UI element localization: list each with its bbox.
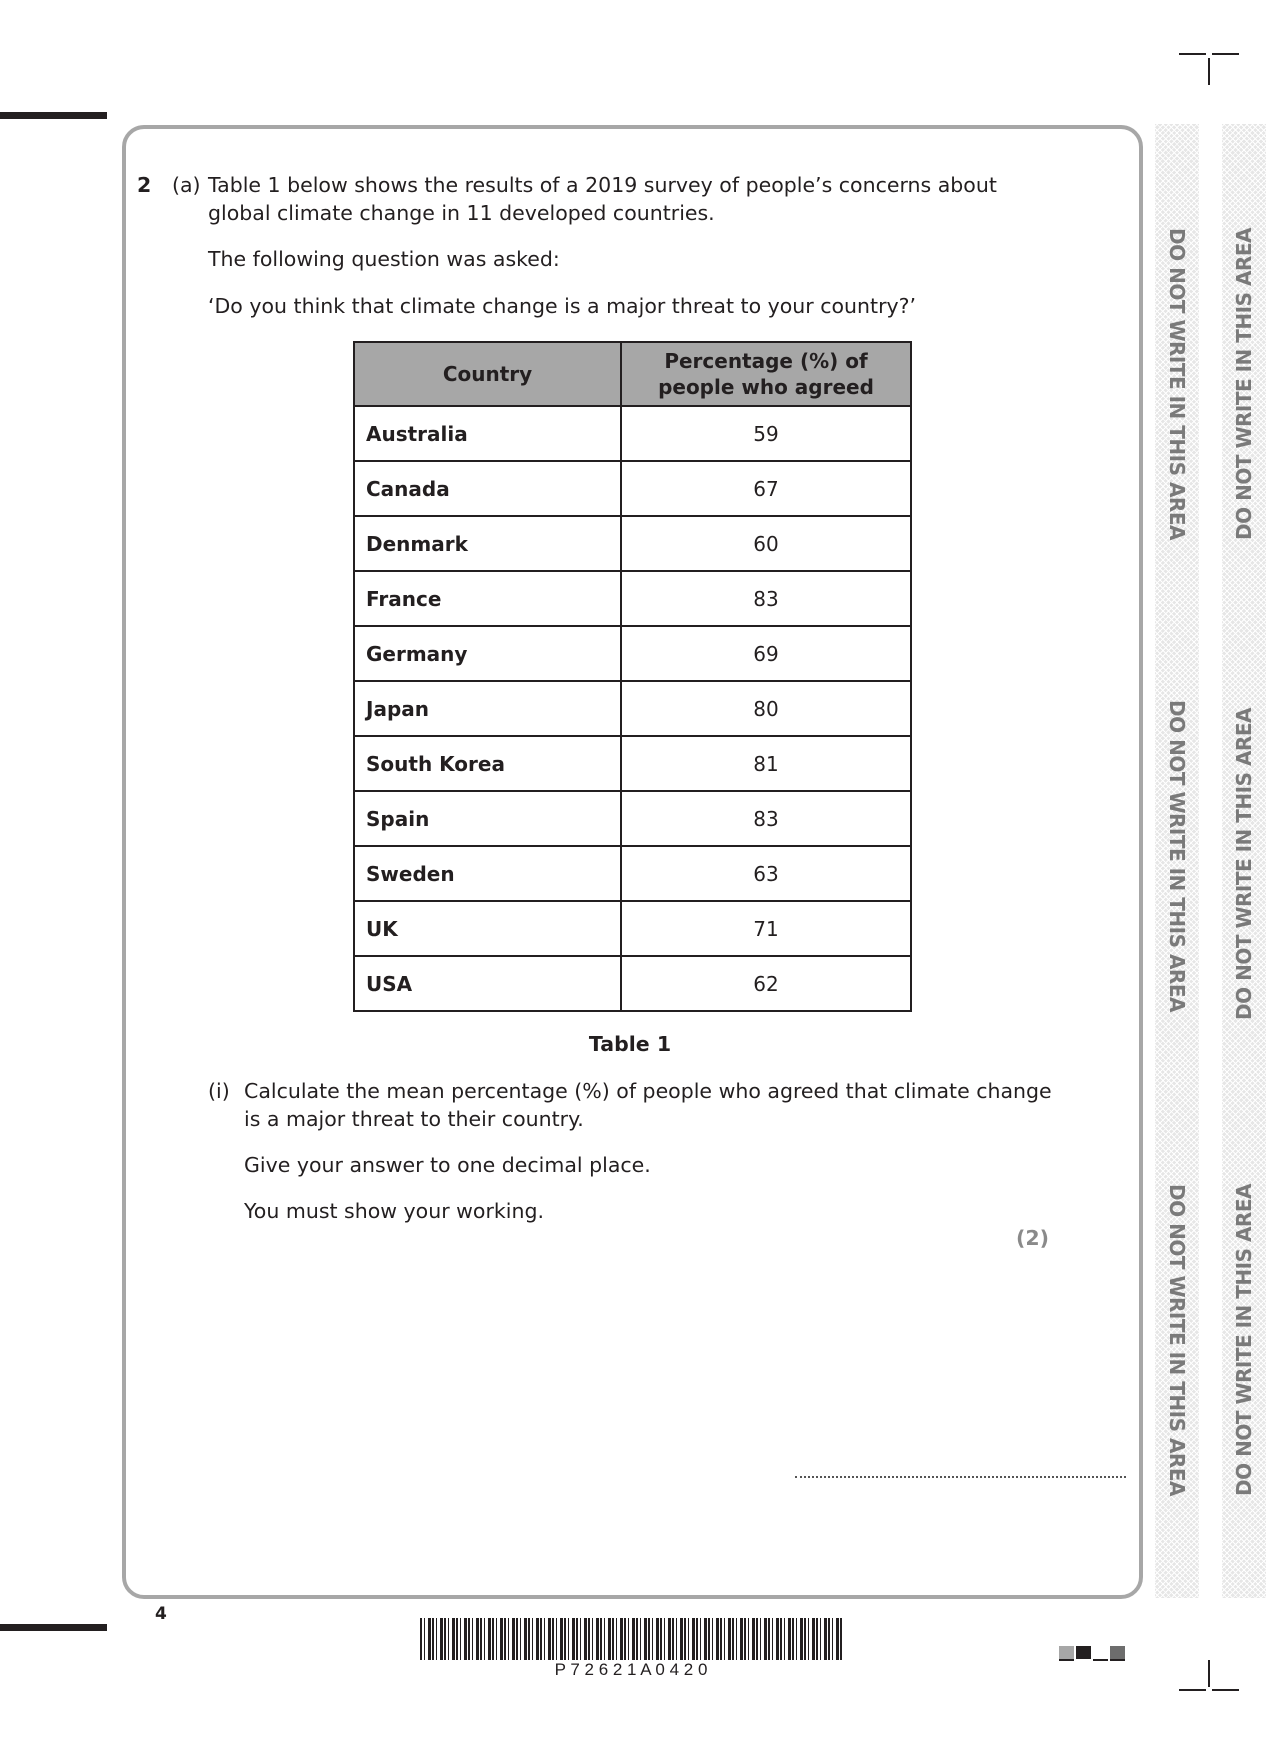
country-cell: Japan [354, 681, 621, 736]
table-row [354, 571, 911, 626]
table-row [354, 626, 911, 681]
registration-squares [1059, 1646, 1125, 1661]
crop-mark [1208, 1660, 1210, 1687]
table-row [354, 901, 911, 956]
intro-text: global climate change in 11 developed countries. [208, 201, 715, 225]
do-not-write-label: DO NOT WRITE IN THIS AREA [1165, 228, 1189, 540]
percentage-cell: 67 [621, 461, 911, 516]
percentage-cell: 59 [621, 406, 911, 461]
table-row [354, 461, 911, 516]
crop-mark [1179, 1689, 1206, 1691]
country-cell: Sweden [354, 846, 621, 901]
header-percentage [621, 342, 911, 406]
country-cell: Australia [354, 406, 621, 461]
country-cell: South Korea [354, 736, 621, 791]
do-not-write-label: DO NOT WRITE IN THIS AREA [1165, 1184, 1189, 1496]
country-cell: France [354, 571, 621, 626]
do-not-write-strip [1155, 124, 1199, 1598]
subquestion-text: Calculate the mean percentage (%) of people who agreed that climate change [244, 1079, 1052, 1103]
table-row [354, 681, 911, 736]
percentage-cell: 63 [621, 846, 911, 901]
table-row [354, 956, 911, 1011]
subquestion-label: (i) [208, 1079, 230, 1103]
square [1076, 1646, 1091, 1659]
percentage-cell: 62 [621, 956, 911, 1011]
header-line: Percentage (%) of [664, 349, 868, 373]
header-country: Country [354, 342, 621, 406]
answer-line[interactable] [795, 1476, 1126, 1478]
table-row [354, 846, 911, 901]
table-caption: Table 1 [588, 1032, 672, 1056]
percentage-cell: 60 [621, 516, 911, 571]
percentage-cell: 69 [621, 626, 911, 681]
barcode [420, 1618, 842, 1660]
subquestion-text: is a major threat to their country. [244, 1107, 584, 1131]
table-row [354, 791, 911, 846]
do-not-write-strip [1222, 124, 1266, 1598]
percentage-cell: 71 [621, 901, 911, 956]
survey-table [353, 341, 912, 1012]
percentage-cell: 80 [621, 681, 911, 736]
barcode-text: P 7 2 6 2 1 A 0 4 2 0 [554, 1660, 708, 1679]
asked-text: The following question was asked: [208, 247, 560, 271]
crop-mark [1212, 1689, 1239, 1691]
square [1059, 1646, 1074, 1661]
do-not-write-label: DO NOT WRITE IN THIS AREA [1232, 228, 1256, 540]
instruction-text: Give your answer to one decimal place. [244, 1153, 651, 1177]
margin-bar [0, 112, 107, 119]
do-not-write-label: DO NOT WRITE IN THIS AREA [1232, 1184, 1256, 1496]
percentage-cell: 81 [621, 736, 911, 791]
margin-bar [0, 1624, 107, 1631]
survey-question: ‘Do you think that climate change is a major threat to your country?’ [208, 294, 917, 318]
square [1110, 1646, 1125, 1661]
question-part: (a) [172, 173, 201, 197]
header-line: people who agreed [658, 375, 874, 399]
country-cell: USA [354, 956, 621, 1011]
page-number: 4 [155, 1604, 167, 1624]
instruction-text: You must show your working. [244, 1199, 544, 1223]
do-not-write-label: DO NOT WRITE IN THIS AREA [1165, 700, 1189, 1012]
intro-text: Table 1 below shows the results of a 2019 survey of people’s concerns about [208, 173, 997, 197]
table-row [354, 406, 911, 461]
question-number: 2 [137, 173, 152, 197]
crop-mark [1212, 53, 1239, 55]
table-row [354, 736, 911, 791]
country-cell: Germany [354, 626, 621, 681]
percentage-cell: 83 [621, 571, 911, 626]
do-not-write-label: DO NOT WRITE IN THIS AREA [1232, 708, 1256, 1020]
table-header-row [354, 342, 911, 406]
country-cell: Canada [354, 461, 621, 516]
square [1093, 1646, 1108, 1661]
table-row [354, 516, 911, 571]
country-cell: Denmark [354, 516, 621, 571]
marks-label: (2) [1016, 1226, 1050, 1250]
crop-mark [1208, 58, 1210, 85]
country-cell: UK [354, 901, 621, 956]
country-cell: Spain [354, 791, 621, 846]
crop-mark [1179, 53, 1206, 55]
percentage-cell: 83 [621, 791, 911, 846]
